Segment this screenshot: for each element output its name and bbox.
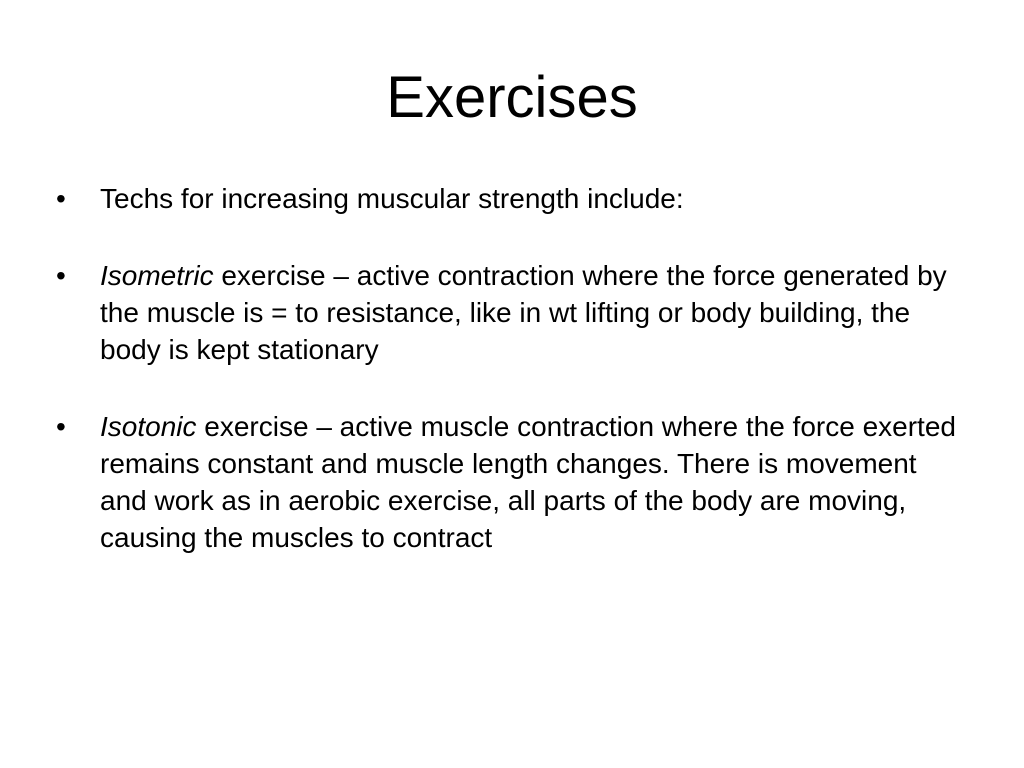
- bullet-list: [56, 180, 956, 556]
- bullet-marker: •: [56, 183, 66, 214]
- bullet-marker: •: [56, 260, 66, 291]
- slide-title: Exercises: [386, 65, 638, 130]
- bullet-term-isotonic: Isotonic: [100, 411, 197, 442]
- bullet-term-isometric: Isometric: [100, 260, 214, 291]
- bullet-text: Techs for increasing muscular strength include:: [100, 183, 684, 214]
- bullet-item-isometric: [56, 257, 956, 368]
- bullet-item-strength-techs: [56, 180, 956, 217]
- bullet-text: exercise – active contraction where the force generated by the muscle is = to resistance, like in wt lifting or body building, the body is kept stationary: [100, 260, 947, 365]
- bullet-marker: •: [56, 411, 66, 442]
- bullet-text: exercise – active muscle contraction where the force exerted remains constant and muscle length changes. There is movement and work as in aerobic exercise, all parts of the body are moving, causing the muscles to contract: [100, 411, 956, 553]
- bullet-item-isotonic: [56, 408, 956, 556]
